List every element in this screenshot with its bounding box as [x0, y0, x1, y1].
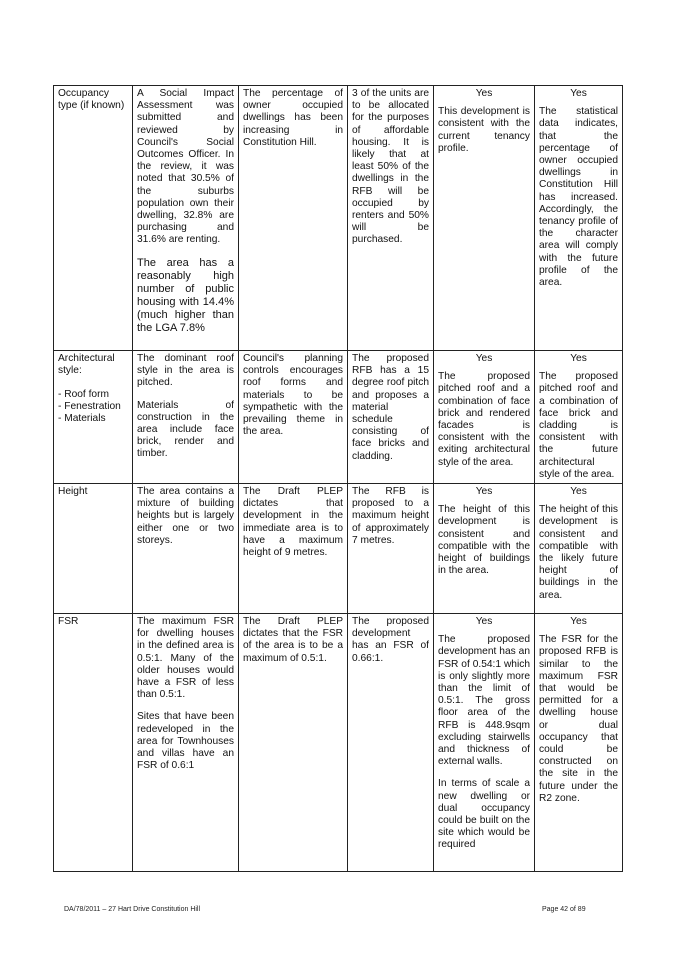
- consistency-text: The FSR for the proposed RFB is similar to the maximum FSR that would be permitted for a dwelling house or dual occupancy that could be constructed on the site in the future under the R2 zone.: [539, 634, 618, 804]
- existing-text: The area has a reasonably high number of public housing with 14.4% (much higher than the LGA 7.8%: [137, 256, 234, 334]
- criterion-label: Height: [58, 486, 88, 498]
- consistency-text: In terms of scale a new dwelling or dual occupancy could be built on the site which would be required: [438, 778, 530, 851]
- consistency-future-cell: [535, 614, 623, 872]
- criterion-items: [58, 389, 128, 425]
- criterion-label: Occupancy type (if known): [58, 88, 125, 112]
- criterion-cell: [54, 351, 133, 484]
- consistency-text: The proposed pitched roof and a combination of face brick and rendered facades is consistent with the exiting architectural style of the area.: [438, 371, 530, 468]
- future-character-cell: [239, 351, 348, 484]
- proposal-cell: [348, 351, 434, 484]
- proposal-cell: [348, 614, 434, 872]
- consistency-future-cell: [535, 484, 623, 614]
- consistency-text: The proposed pitched roof and a combination of face brick and cladding is consistent with the future architectural style of the area.: [539, 371, 618, 480]
- future-character-cell: [239, 86, 348, 351]
- future-character-cell: [239, 484, 348, 614]
- future-text: The Draft PLEP dictates that the FSR of the area is to be a maximum of 0.5:1.: [243, 616, 343, 664]
- criterion-cell: [54, 484, 133, 614]
- consistency-existing-cell: [434, 351, 535, 484]
- yes-label: Yes: [570, 353, 587, 364]
- yes-label: Yes: [570, 616, 587, 628]
- criterion-item: - Roof form: [58, 389, 109, 401]
- existing-text: A Social Impact Assessment was submitted and reviewed by Council's Social Outcomes Officer. In the review, it was noted that 30.5% of the suburbs population own their dwelling, 32.8% are purchasing and 31.6% are renting.: [137, 88, 234, 246]
- yes-label: Yes: [570, 88, 587, 99]
- proposal-text: 3 of the units are to be allocated for the purposes of affordable housing. It is likely that at least 50% of the dwellings in the RFB will be occupied by renters and 50% will be purchased.: [352, 88, 429, 246]
- yes-label: Yes: [475, 486, 493, 498]
- existing-character-cell: [133, 614, 239, 872]
- consistency-existing-cell: [434, 484, 535, 614]
- existing-text: Materials of construction in the area include face brick, render and timber.: [137, 399, 234, 460]
- existing-character-cell: [133, 351, 239, 484]
- consistency-text: The height of this development is consistent and compatible with the height of buildings in the area.: [438, 504, 530, 577]
- proposal-cell: [348, 86, 434, 351]
- criterion-cell: [54, 86, 133, 351]
- future-text: The Draft PLEP dictates that development in the immediate area is to have a maximum height of 9 metres.: [243, 486, 343, 559]
- criterion-label: FSR: [58, 616, 79, 628]
- future-text: The percentage of owner occupied dwellings has been increasing in Constitution Hill.: [243, 88, 343, 148]
- existing-text: Sites that have been redeveloped in the area for Townhouses and villas have an FSR of 0.6:1: [137, 711, 234, 772]
- proposal-text: The proposed development has an FSR of 0.66:1.: [352, 616, 429, 664]
- existing-character-cell: [133, 484, 239, 614]
- assessment-table: [53, 85, 623, 872]
- future-character-cell: [239, 614, 348, 872]
- criterion-label: Architectural style:: [58, 353, 115, 377]
- existing-text: The maximum FSR for dwelling houses in the defined area is 0.5:1. Many of the older houses would have a FSR of less than 0.5:1.: [137, 616, 234, 701]
- consistency-text: The statistical data indicates, that the percentage of owner occupied dwellings in Constitution Hill has increased. Accordingly, the tenancy profile of the character area will comply with the future profile of the area.: [539, 106, 618, 289]
- page-number: Page 42 of 89: [542, 906, 586, 913]
- future-text: Council's planning controls encourages roof forms and materials to be sympathetic with the prevailing theme in the area.: [243, 353, 343, 438]
- consistency-future-cell: [535, 86, 623, 351]
- existing-text: The dominant roof style in the area is pitched.: [137, 353, 234, 389]
- consistency-text: This development is consistent with the current tenancy profile.: [438, 106, 530, 154]
- proposal-cell: [348, 484, 434, 614]
- yes-label: Yes: [475, 88, 493, 99]
- footer-reference: DA/78/2011 – 27 Hart Drive Constitution Hill: [64, 906, 201, 913]
- table-row-occupancy: [54, 86, 623, 351]
- consistency-future-cell: [535, 351, 623, 484]
- proposal-text: The RFB is proposed to a maximum height of approximately 7 metres.: [352, 486, 429, 546]
- yes-label: Yes: [570, 486, 587, 498]
- existing-text: The area contains a mixture of building heights but is largely either one or two storeys.: [137, 486, 234, 546]
- table-row-fsr: [54, 614, 623, 872]
- consistency-text: The proposed development has an FSR of 0.54:1 which is only slightly more than the limit of 0.5:1. The gross floor area of the RFB is 448.9sqm excluding stairwells and thickness of external walls.: [438, 634, 530, 768]
- proposal-text: The proposed RFB has a 15 degree roof pitch and proposes a material schedule consisting of face bricks and cladding.: [352, 353, 429, 462]
- criterion-item: - Fenestration: [58, 401, 121, 413]
- criterion-item: - Materials: [58, 413, 106, 425]
- yes-label: Yes: [475, 353, 493, 364]
- consistency-existing-cell: [434, 614, 535, 872]
- table-row-architectural-style: [54, 351, 623, 484]
- table-row-height: [54, 484, 623, 614]
- consistency-text: The height of this development is consistent and compatible with the likely future height of buildings in the area.: [539, 504, 618, 601]
- existing-character-cell: [133, 86, 239, 351]
- consistency-existing-cell: [434, 86, 535, 351]
- yes-label: Yes: [475, 616, 493, 628]
- criterion-cell: [54, 614, 133, 872]
